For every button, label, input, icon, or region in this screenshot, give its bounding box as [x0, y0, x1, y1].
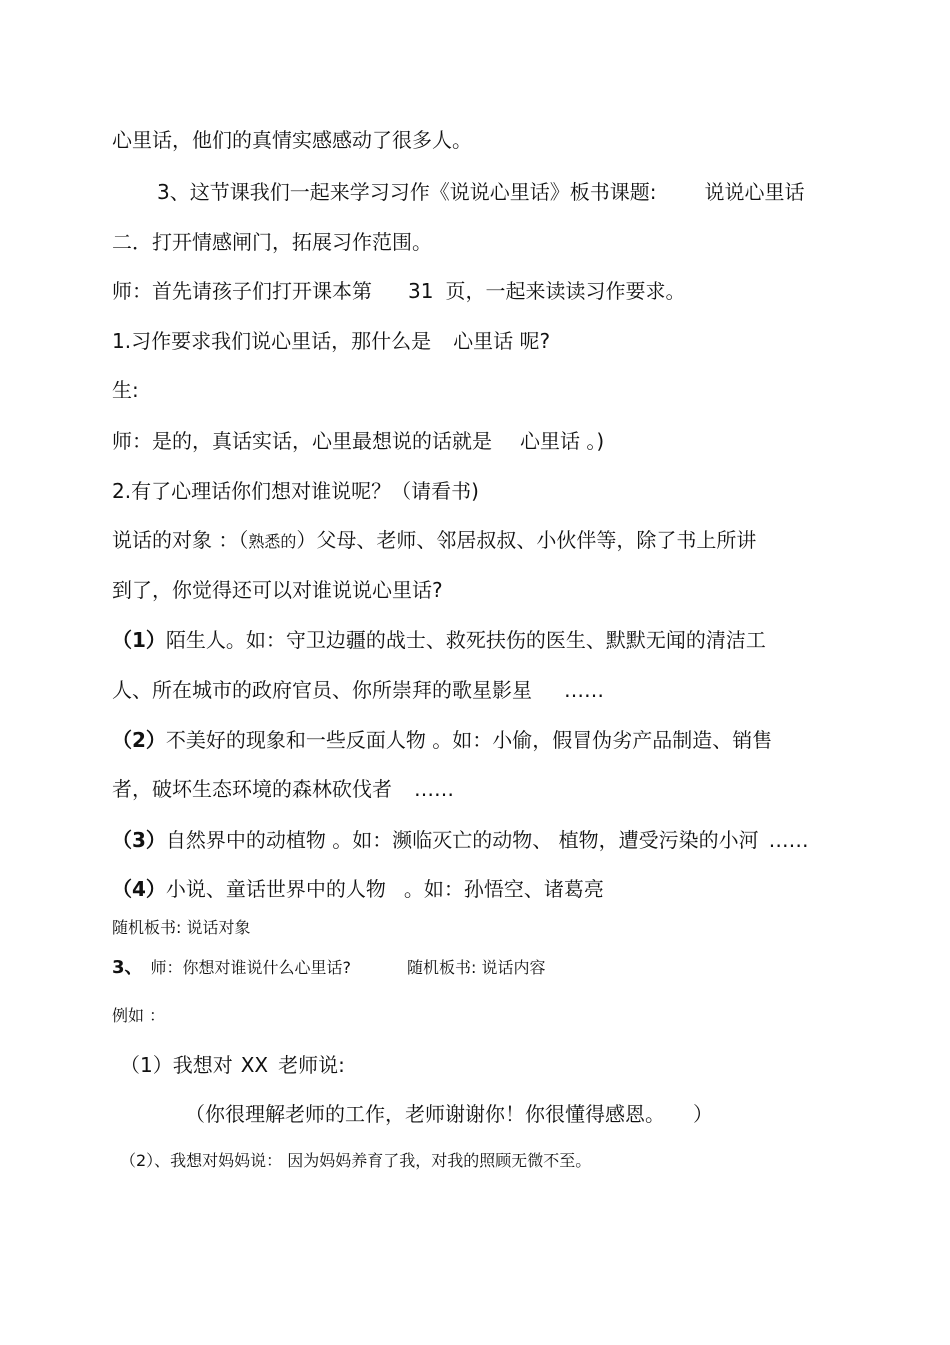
- line-text: 3、这节课我们一起来学习习作《说说心里话》板书课题:: [157, 180, 657, 204]
- line-text: 自然界中的动植物 。如：濒临灭亡的动物、 植物，遭受污染的小河: [165, 828, 759, 852]
- line-text: 师：首先请孩子们打开课本第: [112, 279, 372, 303]
- text-line: [185, 1101, 713, 1127]
- text-line: [112, 278, 685, 304]
- line-text: （2）、我想对妈妈说： 因为妈妈养育了我，对我的照顾无微不至。: [120, 1151, 592, 1170]
- line-text: 1.习作要求我们说心里话，那什么是: [112, 329, 432, 353]
- line-text: 页，一起来读读习作要求。: [445, 279, 686, 303]
- list-item: [112, 727, 772, 753]
- list-number: （1）: [112, 628, 166, 652]
- line-text: ）: [693, 1102, 713, 1126]
- line-text: ）父母、老师、邻居叔叔、小伙伴等，除了书上所讲: [296, 528, 757, 552]
- text-line: [112, 428, 604, 454]
- ellipsis: ……: [414, 777, 454, 801]
- text-line: [112, 776, 454, 802]
- line-text: 人、所在城市的政府官员、你所崇拜的歌星影星: [112, 678, 532, 702]
- line-text: 随机板书: 说话对象: [112, 918, 251, 937]
- line-text: （你很理解老师的工作，老师谢谢你！你很懂得感恩。: [185, 1102, 665, 1126]
- text-line: [112, 1003, 165, 1029]
- text-line: [112, 955, 546, 981]
- list-item: [112, 876, 604, 902]
- line-text: 心里话，他们的真情实感感动了很多人。: [112, 128, 472, 152]
- line-text: 师：是的，真话实话，心里最想说的话就是: [112, 429, 492, 453]
- text-line: [112, 377, 139, 403]
- line-text: 不美好的现象和一些反面人物 。如：小偷，假冒伪劣产品制造、销售: [165, 728, 773, 752]
- line-text: XX: [240, 1053, 269, 1077]
- line-text: （1）我想对: [120, 1053, 233, 1077]
- text-line: [112, 577, 443, 603]
- line-text: 。如：孙悟空、诸葛亮: [403, 877, 604, 901]
- list-item: [112, 827, 809, 853]
- line-text: 例如 ：: [112, 1006, 166, 1025]
- line-text: 生:: [112, 378, 139, 402]
- text-line: [157, 179, 804, 205]
- text-line: [112, 478, 479, 504]
- line-text: 小说、童话世界中的人物: [165, 877, 386, 901]
- text-line: [112, 677, 604, 703]
- text-line: [112, 328, 550, 354]
- line-text: 到了，你觉得还可以对谁说说心里话?: [112, 578, 443, 602]
- line-text: 心里话 。): [520, 429, 605, 453]
- line-text: 者，破坏生态环境的森林砍伐者: [112, 777, 392, 801]
- line-text: 心里话 呢?: [453, 329, 551, 353]
- line-text: 师：你想对谁说什么心里话?: [150, 958, 352, 977]
- line-text: 老师说:: [278, 1053, 345, 1077]
- text-line: [112, 127, 472, 153]
- page-number: 31: [408, 279, 434, 303]
- text-line: [112, 527, 756, 555]
- ellipsis: ……: [768, 828, 809, 852]
- list-item: [120, 1052, 345, 1078]
- line-text: 陌生人。如：守卫边疆的战士、救死扶伤的医生、默默无闻的清洁工: [165, 628, 766, 652]
- board-note: [112, 915, 250, 941]
- list-number: 3、: [112, 957, 143, 978]
- list-item: [112, 627, 766, 653]
- line-text: 二．打开情感闸门，拓展习作范围。: [112, 230, 432, 254]
- section-heading: [112, 229, 432, 255]
- list-item: [120, 1148, 591, 1174]
- line-text: 说话的对象 ：（: [112, 528, 249, 552]
- list-number: （4）: [112, 877, 166, 901]
- board-title: 说说心里话: [704, 180, 805, 204]
- line-text: 2.有了心理话你们想对谁说呢？（请看书): [112, 479, 479, 503]
- board-note: 随机板书: 说话内容: [407, 958, 546, 977]
- small-note: 熟悉的: [248, 532, 297, 551]
- ellipsis: ……: [564, 678, 604, 702]
- list-number: （2）: [112, 728, 166, 752]
- list-number: （3）: [112, 828, 166, 852]
